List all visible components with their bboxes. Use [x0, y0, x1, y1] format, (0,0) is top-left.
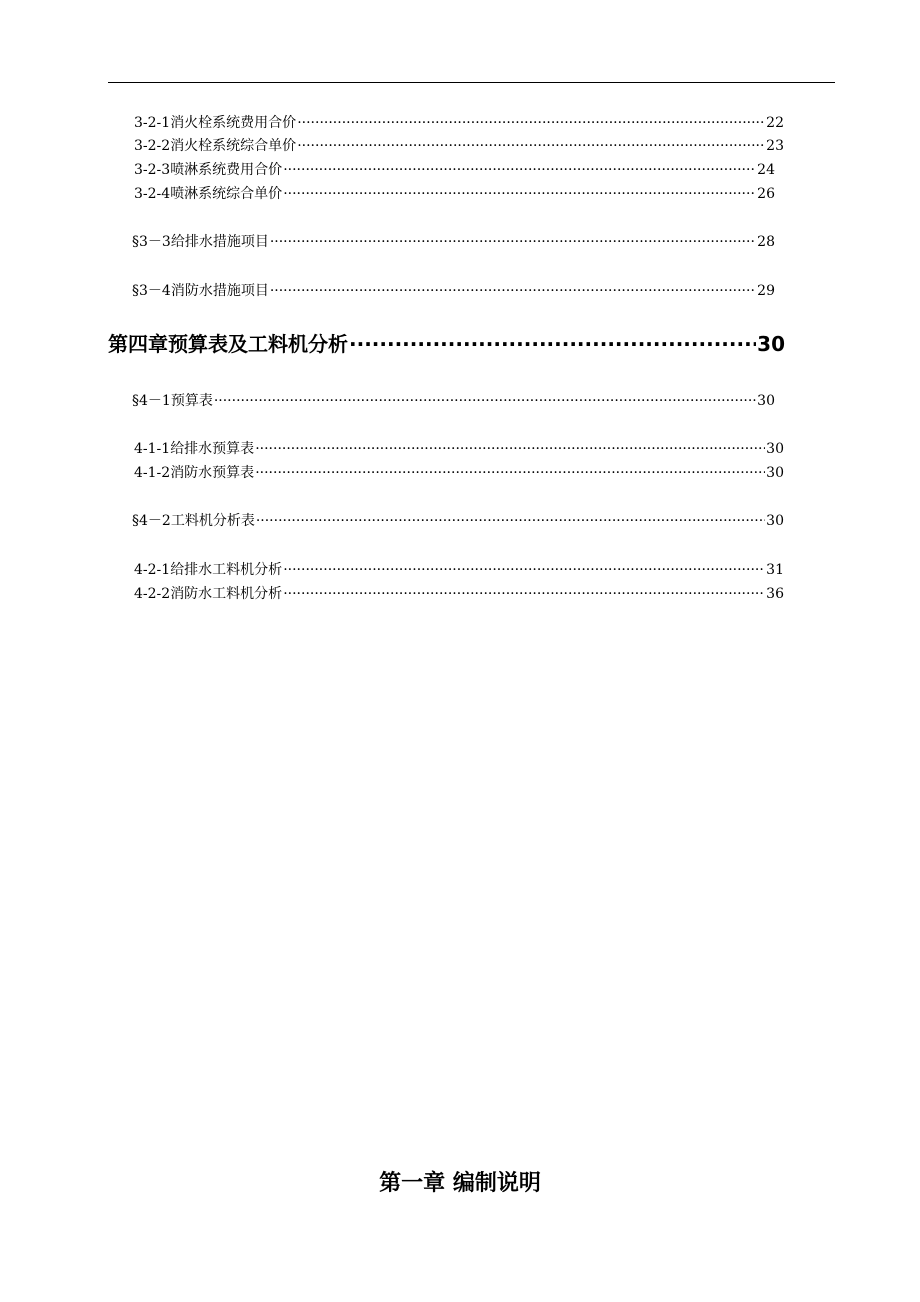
toc-item-number: §3－4: [132, 283, 171, 299]
toc-item-number: 4-2-2: [134, 586, 171, 602]
toc-item-page: 36: [766, 586, 784, 602]
toc-item[interactable]: [134, 440, 784, 458]
toc-item-title: 喷淋系统费用合价: [170, 162, 283, 178]
toc-item-number: 3-2-2: [134, 138, 171, 154]
toc-item-number: §4－2: [132, 513, 171, 529]
toc-item[interactable]: [134, 585, 784, 603]
toc-item-page: 30: [766, 465, 784, 481]
toc-item-title: 给排水工料机分析: [170, 562, 283, 578]
toc-item-title: 消防水预算表: [170, 465, 255, 481]
toc-item-title: 工料机分析表: [170, 513, 255, 529]
chapter-heading: 第一章 编制说明: [379, 1171, 541, 1196]
toc-item-page: 30: [757, 393, 775, 409]
toc-item-title: 消火栓系统费用合价: [170, 115, 297, 131]
toc-item-number: §4－1: [132, 393, 171, 409]
toc-item-title: 消火栓系统综合单价: [170, 138, 297, 154]
toc-item[interactable]: [132, 512, 784, 530]
toc-item[interactable]: [134, 185, 775, 203]
toc-chapter[interactable]: [108, 331, 785, 357]
toc-item-page: 22: [766, 115, 784, 131]
toc-chapter-number: 第四章: [108, 332, 168, 356]
toc-leader-dots: [255, 440, 765, 458]
toc-item-title: 消防水措施项目: [170, 283, 269, 299]
toc-item-number: 4-1-1: [134, 441, 171, 457]
toc-item-number: 3-2-1: [134, 115, 171, 131]
toc-item[interactable]: [132, 282, 775, 300]
header-rule: [108, 82, 835, 83]
toc-leader-dots: [349, 331, 756, 357]
toc-item[interactable]: [134, 161, 775, 179]
toc-leader-dots: [283, 161, 756, 179]
toc-item-title: 预算表: [170, 393, 213, 409]
toc-item-page: 23: [766, 138, 784, 154]
toc-item[interactable]: [134, 561, 784, 579]
toc-item-page: 30: [766, 441, 784, 457]
toc-item-page: 26: [757, 186, 775, 202]
toc-leader-dots: [255, 464, 765, 482]
toc-leader-dots: [297, 137, 765, 155]
toc-item[interactable]: [134, 464, 784, 482]
toc-item-page: 28: [757, 234, 775, 250]
toc-item-title: 给排水措施项目: [170, 234, 269, 250]
toc-chapter-page: 30: [757, 332, 785, 356]
toc-item-number: 4-1-2: [134, 465, 171, 481]
toc-item-page: 29: [757, 283, 775, 299]
toc-item-page: 30: [766, 513, 784, 529]
toc-item-title: 给排水预算表: [170, 441, 255, 457]
toc-leader-dots: [214, 392, 756, 410]
toc-leader-dots: [297, 114, 765, 132]
toc-item[interactable]: [134, 114, 784, 132]
toc-item[interactable]: [132, 392, 775, 410]
toc-leader-dots: [283, 585, 765, 603]
toc-chapter-title: 预算表及工料机分析: [168, 332, 348, 356]
toc-item-page: 31: [766, 562, 784, 578]
toc-item-number: §3－3: [132, 234, 171, 250]
toc-item[interactable]: [132, 233, 775, 251]
toc-leader-dots: [283, 561, 765, 579]
toc-leader-dots: [270, 282, 756, 300]
toc-item-number: 4-2-1: [134, 562, 171, 578]
toc-item-title: 喷淋系统综合单价: [170, 186, 283, 202]
toc-item-number: 3-2-4: [134, 186, 171, 202]
toc-item[interactable]: [134, 137, 784, 155]
toc-item-number: 3-2-3: [134, 162, 171, 178]
toc-leader-dots: [270, 233, 756, 251]
toc-item-page: 24: [757, 162, 775, 178]
toc-leader-dots: [283, 185, 756, 203]
toc-leader-dots: [256, 512, 765, 530]
toc-item-title: 消防水工料机分析: [170, 586, 283, 602]
